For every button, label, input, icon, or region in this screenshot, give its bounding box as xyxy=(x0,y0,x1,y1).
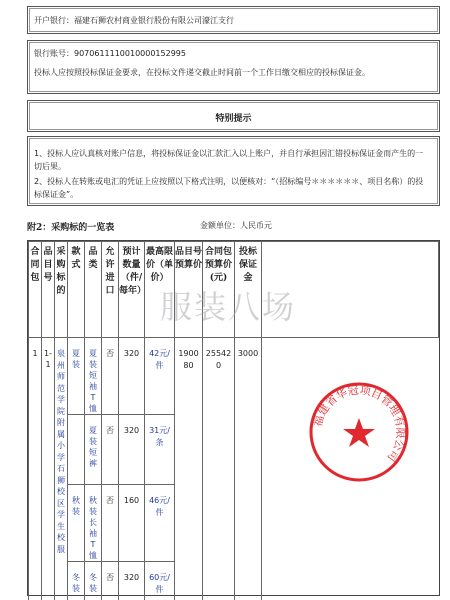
cell-category: 冬装 xyxy=(89,573,97,593)
tip-note-2: 2、投标人在转账或电汇的凭证上应按照以下格式注明，以便核对：“（招标编号＊＊＊＊＊＊、项目名称）的投标保证金”。 xyxy=(34,177,424,199)
header-deposit: 投标保证金 xyxy=(235,242,262,338)
header-pkg-budget: 合同包预算价(元) xyxy=(203,242,235,338)
cell-subject-wrap xyxy=(55,338,68,600)
header-qty: 预计数量（件/每年） xyxy=(119,242,145,338)
cell-qty: 160 xyxy=(119,485,145,562)
cell-item-no: 1-1 xyxy=(44,349,52,369)
tip-note-1: 1、投标人应认真核对账户信息，将投标保证金以汇款汇入以上账户，并自行承担因汇错投标保证金而产生的一切后果。 xyxy=(34,149,424,171)
cell-style: 夏装 xyxy=(72,349,80,369)
cell-price: 60元/件 xyxy=(145,562,175,600)
bank-info-box xyxy=(27,6,440,34)
cell-pkg-budget: 255420 xyxy=(203,338,235,600)
cell-subject: 泉州师范学院附属小学石狮校区学生校服 xyxy=(57,349,65,554)
cell-qty: 320 xyxy=(119,338,145,415)
cell-category: 夏装短裤 xyxy=(89,426,97,468)
deposit-requirement-text: 投标人应按照投标保证金要求，在投标文件递交截止时间前一个工作日缴交相应的投标保证金。 xyxy=(34,68,370,77)
cell-style xyxy=(68,415,85,485)
header-price: 最高限价（单价） xyxy=(145,242,175,338)
cell-price: 42元/件 xyxy=(145,338,175,415)
special-tips-notes-box xyxy=(27,136,440,206)
cell-category-2-wrap xyxy=(85,485,102,562)
cell-price: 31元/条 xyxy=(145,415,175,485)
header-import: 允许进口 xyxy=(102,242,119,338)
cell-style-2-wrap xyxy=(68,485,85,562)
special-tips-title-box xyxy=(27,100,440,132)
cell-deposit: 3000 xyxy=(235,338,262,600)
header-item-budget: 品目号预算价 xyxy=(175,242,203,338)
account-number-text: 银行账号：9070611110010000152995 xyxy=(34,49,186,58)
header-item-no: 品目号 xyxy=(42,242,55,338)
cell-item-budget: 190080 xyxy=(175,338,203,600)
cell-item-no-wrap xyxy=(42,338,55,600)
cell-category-1-wrap xyxy=(85,415,102,485)
cell-category-0-wrap xyxy=(85,338,102,415)
cell-style-0-wrap xyxy=(68,338,85,415)
cell-category: 夏装短袖T恤 xyxy=(89,349,97,413)
header-style: 款式 xyxy=(68,242,85,338)
bank-name-text: 开户银行：福建石狮农村商业银行股份有限公司濠江支行 xyxy=(34,16,234,25)
cell-import: 否 xyxy=(102,485,119,562)
company-seal xyxy=(307,380,411,484)
cell-style: 秋装 xyxy=(72,496,80,516)
header-category: 品类 xyxy=(85,242,102,338)
seal-text: 福建省华冠项目管理有限公司 xyxy=(311,383,408,464)
annex-title: 附2：采购标的一览表 xyxy=(27,223,115,233)
cell-price: 46元/件 xyxy=(145,485,175,562)
seal-star-icon xyxy=(343,418,375,447)
special-tips-title: 特别提示 xyxy=(215,114,252,124)
cell-contract-pkg: 1 xyxy=(29,338,42,600)
watermark-text: 服装八场 xyxy=(160,288,297,326)
cell-import: 否 xyxy=(102,415,119,485)
currency-unit: 金额单位：人民币元 xyxy=(200,221,272,230)
cell-import: 否 xyxy=(102,338,119,415)
account-info-box xyxy=(27,40,440,94)
cell-category: 秋装长袖T恤 xyxy=(89,496,97,560)
header-contract-pkg: 合同包 xyxy=(29,242,42,338)
header-subject: 采购标的 xyxy=(55,242,68,338)
cell-style-3-wrap xyxy=(68,562,85,600)
cell-style: 冬装 xyxy=(72,573,80,593)
cell-category-3-wrap xyxy=(85,562,102,600)
cell-import: 否 xyxy=(102,562,119,600)
cell-qty: 320 xyxy=(119,415,145,485)
cell-qty: 320 xyxy=(119,562,145,600)
